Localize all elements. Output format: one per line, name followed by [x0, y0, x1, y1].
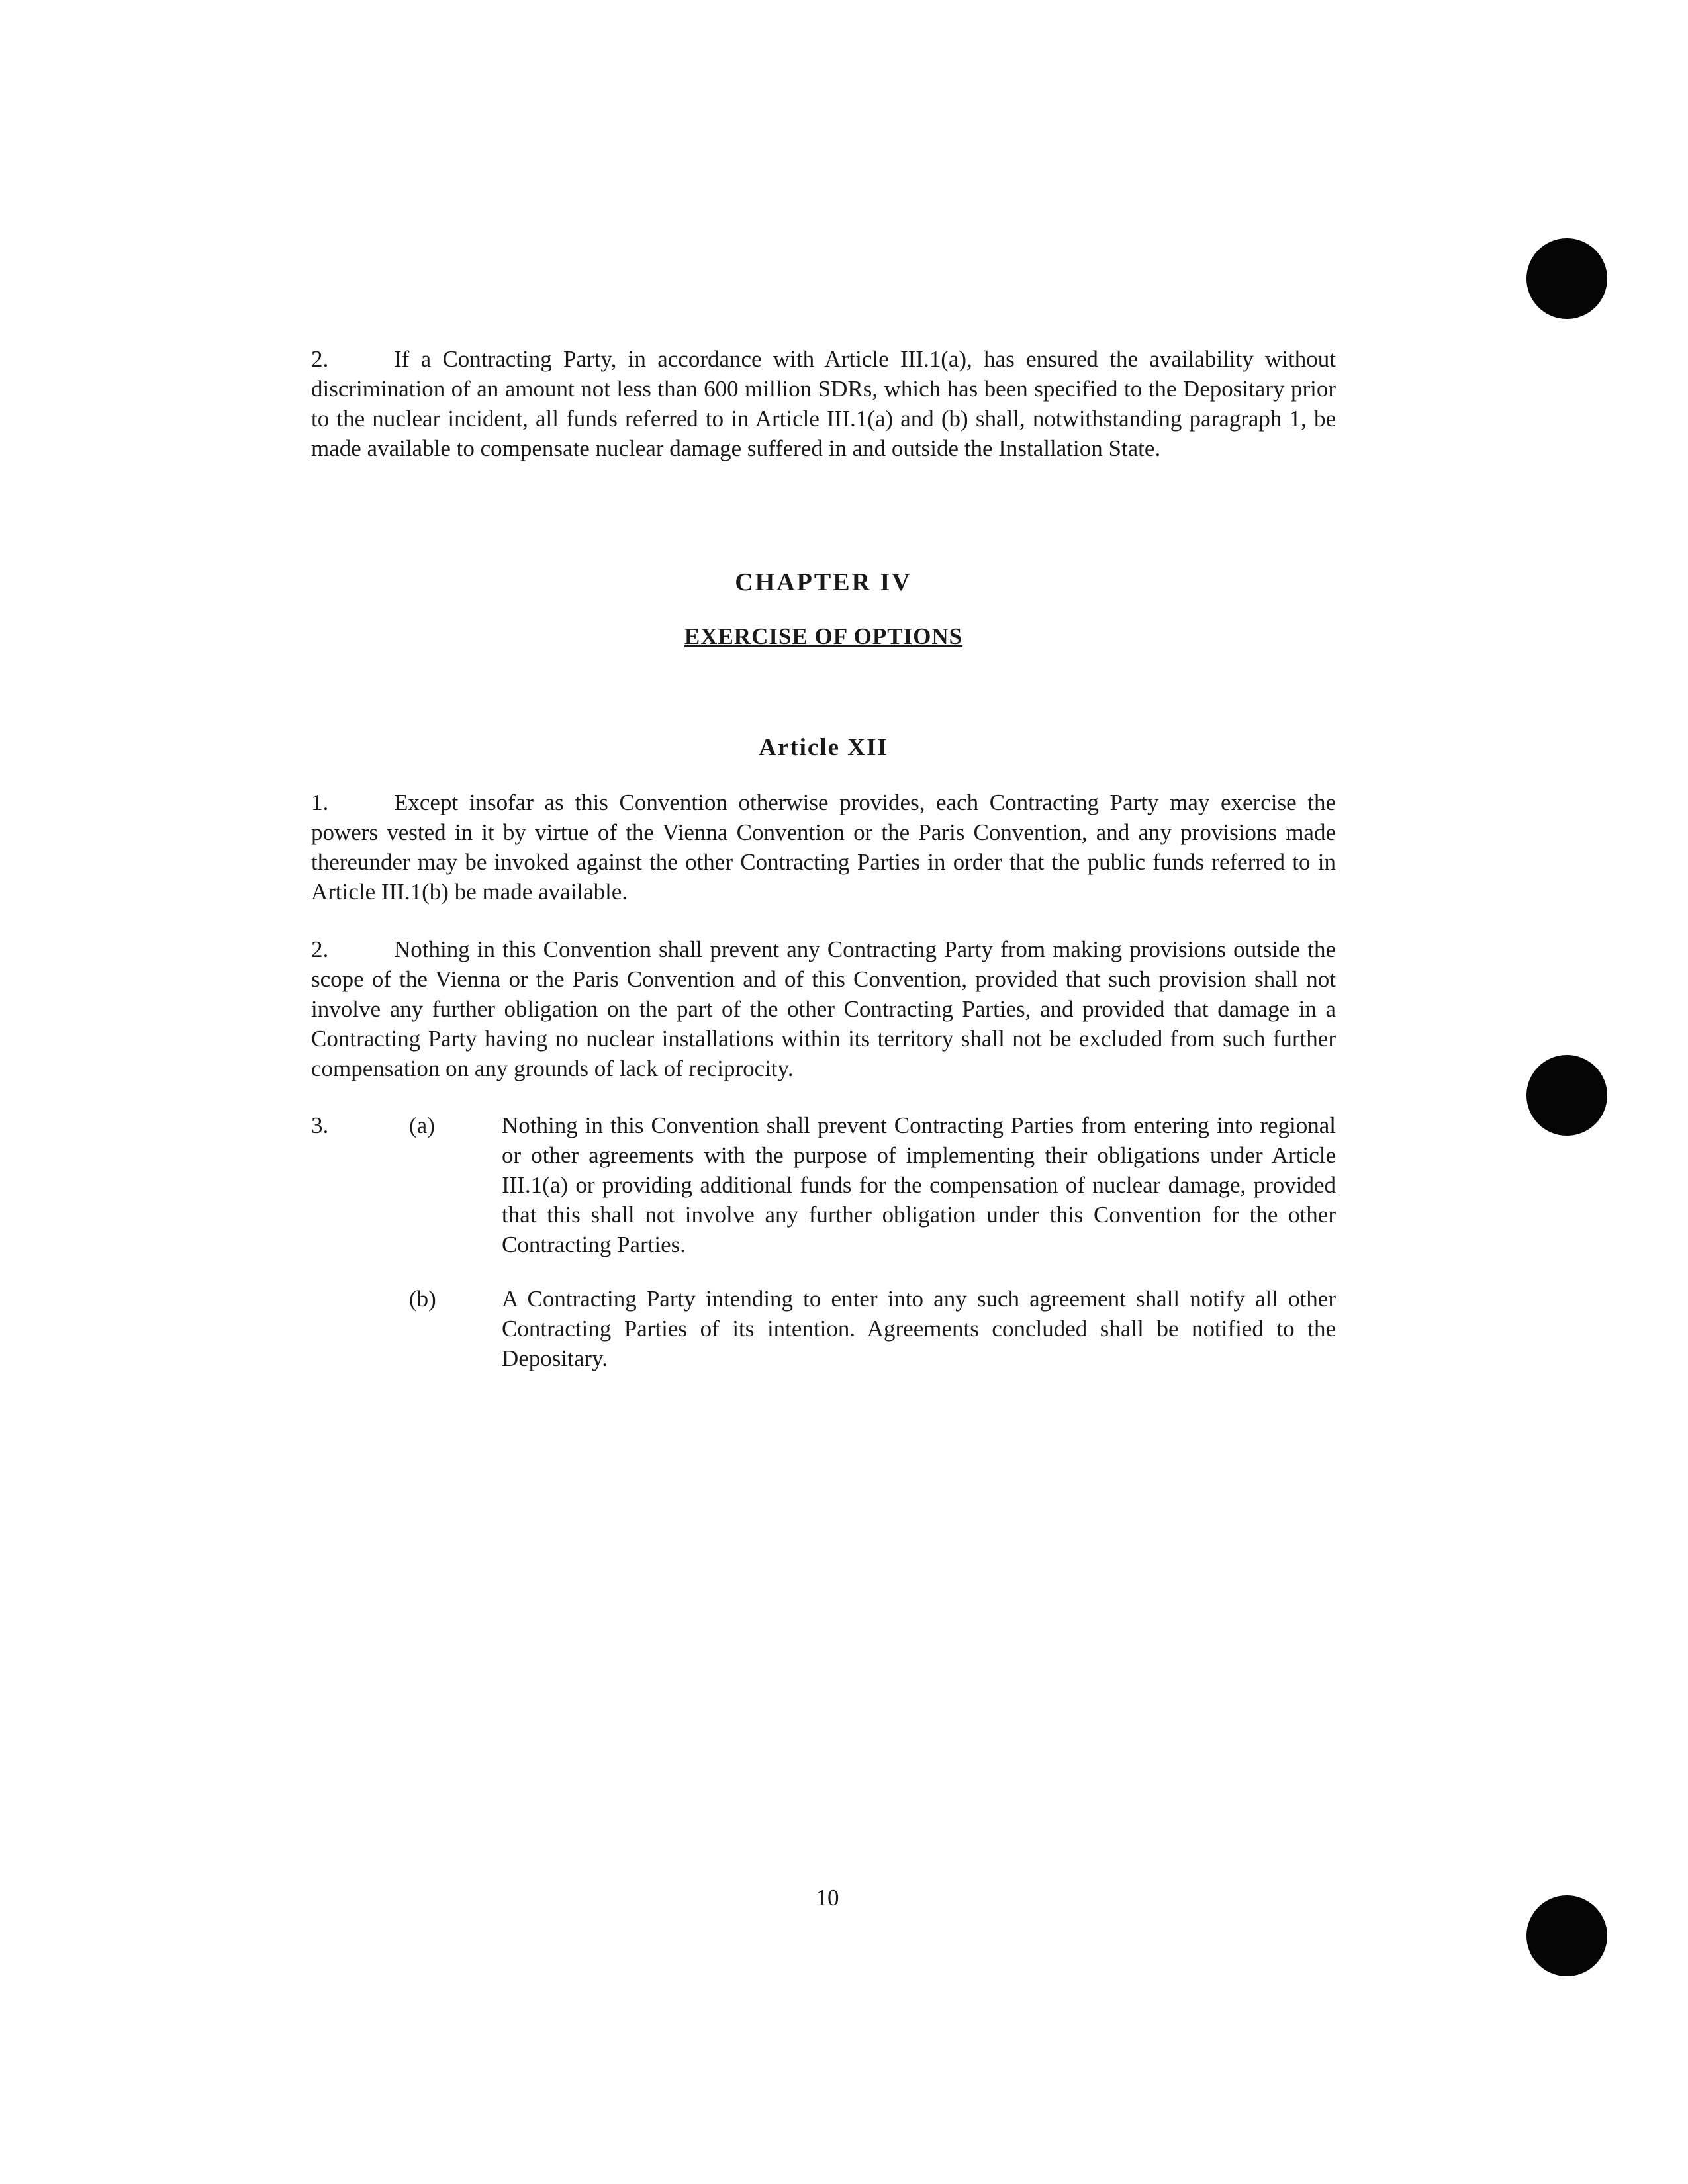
paragraph-3-number: 3. — [311, 1113, 329, 1138]
subparagraph-a-text: Nothing in this Convention shall prevent Contracting Parties from entering into regional or other agreements with the purpose of implementing their obligations under Article III.1(a) or providing additional funds for the compensation of nuclear damage, provided that this shall not involve any further obligation under this Convention for the other Contracting Parties. — [502, 1113, 1336, 1257]
paragraph-text: Except insofar as this Convention otherwise provides, each Contracting Party may exercise the powers vested in it by virtue of the Vienna Convention or the Paris Convention, and any provisions made thereunder may be invoked against the other Contracting Parties in order that the public funds referred to in Article III.1(b) be made available. — [311, 790, 1336, 905]
paragraph-number: 2. — [311, 346, 329, 372]
chapter-subtitle: EXERCISE OF OPTIONS — [684, 623, 963, 649]
subparagraph-a-label: (a) — [409, 1113, 435, 1138]
article-title: Article XII — [759, 734, 888, 761]
subparagraph-b-label: (b) — [409, 1286, 436, 1312]
paragraph-number: 2. — [311, 936, 329, 962]
article-paragraph-2 — [311, 934, 1336, 1083]
punch-hole — [1526, 1055, 1607, 1136]
punch-hole — [1526, 1895, 1607, 1976]
chapter-title: CHAPTER IV — [735, 569, 912, 596]
paragraph-number: 1. — [311, 790, 329, 815]
article-paragraph-1 — [311, 788, 1336, 907]
paragraph-2-top — [311, 344, 1336, 463]
punch-hole — [1526, 238, 1607, 319]
paragraph-text: If a Contracting Party, in accordance with Article III.1(a), has ensured the availability without discrimination of an amount not less than 600 million SDRs, which has been specified to the Depositary prior to the nuclear incident, all funds referred to in Article III.1(a) and (b) shall, notwithstanding paragraph 1, be made available to compensate nuclear damage suffered in and outside the Installation State. — [311, 346, 1336, 461]
subparagraph-b-text: A Contracting Party intending to enter into any such agreement shall notify all other Contracting Parties of its intention. Agreements concluded shall be notified to the Depositary. — [502, 1286, 1336, 1371]
paragraph-text: Nothing in this Convention shall prevent any Contracting Party from making provisions outside the scope of the Vienna or the Paris Convention and of this Convention, provided that such provision shall not involve any further obligation on the part of the other Contracting Parties, and provided that damage in a Contracting Party having no nuclear installations within its territory shall not be excluded from such further compensation on any grounds of lack of reciprocity. — [311, 936, 1336, 1081]
page-number: 10 — [816, 1885, 839, 1911]
